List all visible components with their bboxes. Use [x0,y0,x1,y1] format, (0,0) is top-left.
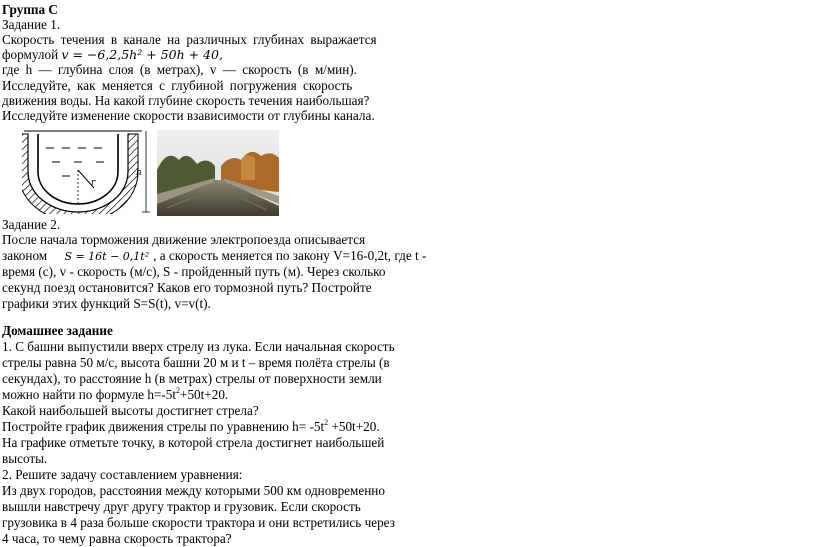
exponent-2: 2 [324,417,329,427]
task2-line-5: графики этих функций S=S(t), v=v(t). [2,296,211,311]
homework-line-7: На графике отметьте точку, в которой стрела достигнет наибольшей [2,435,385,450]
task2-line-3: время (с), v - скорость (м/с), S - пройденный путь (м). Через сколько [2,264,386,279]
homework-line-8: высоты. [2,451,48,466]
homework-line-12: грузовика в 4 раза больше скорости трактора и они встретились через [2,515,395,530]
canal-cross-section-diagram [22,128,152,214]
homework-line-10: Из двух городов, расстояния между которыми 500 км одновременно [2,483,385,498]
height-label: h [136,168,142,178]
homework-line-3: секундах), то расстояние h (в метрах) стрелы от поверхности земли [2,371,382,386]
task2-line-2 [2,248,426,265]
group-title: Группа С [2,2,58,17]
task1-title: Задание 1. [2,17,61,32]
task1-line-6: Исследуйте изменение скорости взависимости от глубины канала. [2,108,375,123]
task1-formula: v = −6,2,5h² + 50h + 40, [61,47,223,62]
homework-line-6: Постройте график движения стрелы по уравнению $h= -5t^2 +50t+20$. [2,417,380,434]
homework-line-1: 1. С башни выпустили вверх стрелу из лука. Если начальная скорость [2,339,395,354]
exponent-2: 2 [176,385,181,395]
task1-line-4: Исследуйте, как меняется с глубиной погружения скорость [2,78,353,93]
task1-formula-line [2,47,223,63]
homework-line-9: 2. Решите задачу составлением уравнения: [2,467,243,482]
radius-label: r [91,178,96,188]
task2-line-1: После начала торможения движение электропоезда описывается [2,232,366,247]
task2-line-2-rest: , а скорость меняется по закону V=16-0,2t, где t - [153,248,427,263]
task2-law-label: законом [2,248,48,263]
homework-title: Домашнее задание [2,323,113,338]
task2-formula: S = 16t − 0,1t² [64,250,150,263]
canal-photo [157,130,279,216]
homework-line-2: стрелы равна 50 м/с, высота башни 20 м и t – время полёта стрелы (в [2,355,390,370]
task2-title: Задание 2. [2,217,61,232]
task1-line-5: движения воды. На какой глубине скорость течения наибольшая? [2,93,370,108]
homework-line-13: 4 часа, то чему равна скорость трактора? [2,531,232,546]
task2-line-4: секунд поезд остановится? Каков его тормозной путь? Постройте [2,280,372,295]
homework-line-4: можно найти по формуле $h=-5t^2+50t+20$. [2,385,229,402]
task1-line-3: где h — глубина слоя (в метрах), v — скорость (в м/мин). [2,62,357,77]
homework-line-5: Какой наибольшей высоты достигнет стрела? [2,403,259,418]
task1-formula-label: формулой [2,47,59,62]
homework-line-11: вышли навстречу друг другу трактор и грузовик. Если скорость [2,499,361,514]
task1-line-1: Скорость течения в канале на различных глубинах выражается [2,32,377,47]
